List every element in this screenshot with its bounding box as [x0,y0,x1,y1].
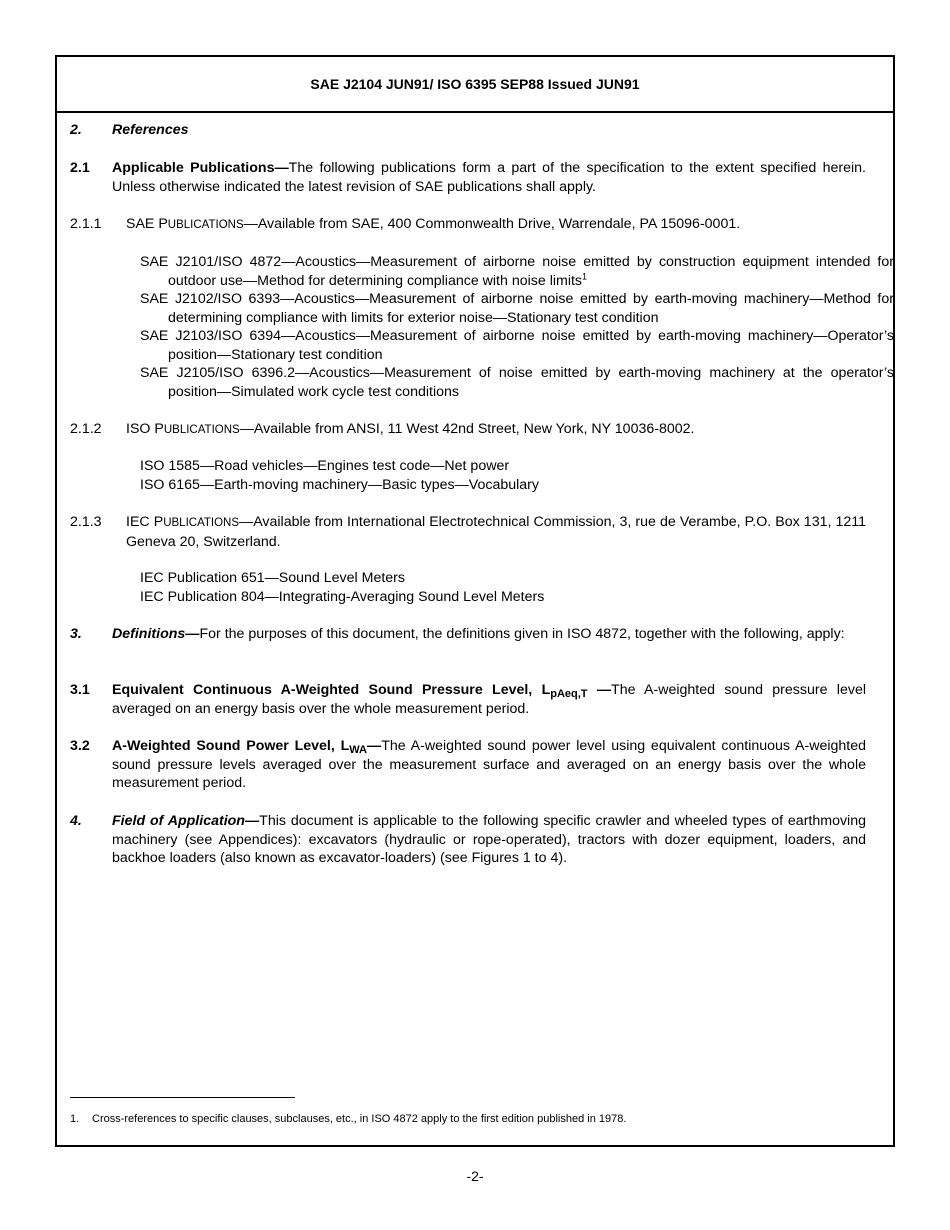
section-text: This document is applicable to the following specific crawler and wheeled types of earthmoving machinery (see Appendices): excavators (hydraulic or rope-operated), tractors with dozer equipment, loaders, and backhoe loaders (also known as excavator-loaders) (see Figures 1 to 4). [112,813,866,867]
term-name: Equivalent Continuous A-Weighted Sound Pressure Level, L [112,682,551,698]
org-smallcaps: UBLICATIONS [167,219,244,231]
section-number: 4. [70,813,82,829]
footnote-text: Cross-references to specific clauses, subclauses, etc., in ISO 4872 apply to the first edition published in 1978. [92,1113,627,1125]
section-number: 3.2 [70,738,90,754]
footnote [70,1113,626,1125]
section-number: 3. [70,626,82,642]
org-smallcaps: UBLICATIONS [163,517,240,529]
reference-item: IEC Publication 651—Sound Level Meters [140,570,405,586]
section-number: 2. [70,122,82,138]
page-frame [55,55,895,1147]
section-text: The A-weighted sound power level using equivalent continuous A-weighted sound pressure levels averaged over the measurement surface and averaged on an energy basis over the whole measurement period. [112,738,866,792]
section-number: 2.1.1 [70,216,102,232]
section-text: —Available from International Electrotechnical Commission, 3, rue de Verambe, P.O. Box 131, 1211 Geneva 20, Switzerland. [126,514,867,550]
footnote-marker: 1 [582,270,588,281]
reference-item: SAE J2102/ISO 6393—Acoustics—Measurement of airborne noise emitted by earth-moving machinery—Method for determining compliance with limits for exterior noise—Stationary test condition [140,291,894,326]
reference-item: SAE J2103/ISO 6394—Acoustics—Measurement of airborne noise emitted by earth-moving machinery—Operator’s position—Stationary test condition [140,328,894,363]
page-number: -2- [466,1168,484,1184]
document-title: SAE J2104 JUN91/ ISO 6395 SEP88 Issued JUN91 [310,76,640,92]
term-subscript: WA [349,744,368,756]
section-lead: Applicable Publications— [112,160,289,176]
section-text: The following publications form a part of the specification to the extent specified herein. Unless otherwise indicated the latest revision of SAE publications shall apply. [112,160,866,195]
term-subscript: pAeq,T [550,688,588,700]
footnote-divider [70,1097,295,1098]
section-lead: Field of Application— [112,813,260,829]
org-name: ISO P [126,421,164,437]
term-dash: — [367,738,382,754]
section-number: 3.1 [70,682,90,698]
reference-item: ISO 6165—Earth-moving machinery—Basic types—Vocabulary [140,477,540,493]
reference-item: SAE J2101/ISO 4872—Acoustics—Measurement of airborne noise emitted by construction equipment intended for outdoor use—Method for determining compliance with noise limits$^1$ [140,254,894,289]
document-header [57,57,893,113]
section-text: For the purposes of this document, the definitions given in ISO 4872, together with the following, apply: [199,626,845,642]
reference-item: SAE J2105/ISO 6396.2—Acoustics—Measurement of noise emitted by earth-moving machinery at the operator’s position—Simulated work cycle test conditions [140,365,894,400]
org-name: IEC P [126,514,164,530]
term-dash: — [587,682,612,698]
section-text: —Available from SAE, 400 Commonwealth Drive, Warrendale, PA 15096-0001. [243,216,741,232]
org-name: SAE P [126,216,168,232]
section-lead: Definitions— [112,626,200,642]
section-number: 2.1 [70,160,90,176]
reference-item: ISO 1585—Road vehicles—Engines test code—Net power [140,458,510,474]
section-number: 2.1.3 [70,514,102,530]
section-number: 2.1.2 [70,421,102,437]
section-text: The A-weighted sound pressure level averaged on an energy basis over the whole measurement period. [112,682,866,717]
section-title: References [112,122,189,138]
footnote-number: 1. [70,1113,80,1125]
term-name: A-Weighted Sound Power Level, L [112,738,350,754]
org-smallcaps: UBLICATIONS [163,424,240,436]
section-text: —Available from ANSI, 11 West 42nd Street, New York, NY 10036-8002. [239,421,695,437]
reference-item: IEC Publication 804—Integrating-Averaging Sound Level Meters [140,589,545,605]
